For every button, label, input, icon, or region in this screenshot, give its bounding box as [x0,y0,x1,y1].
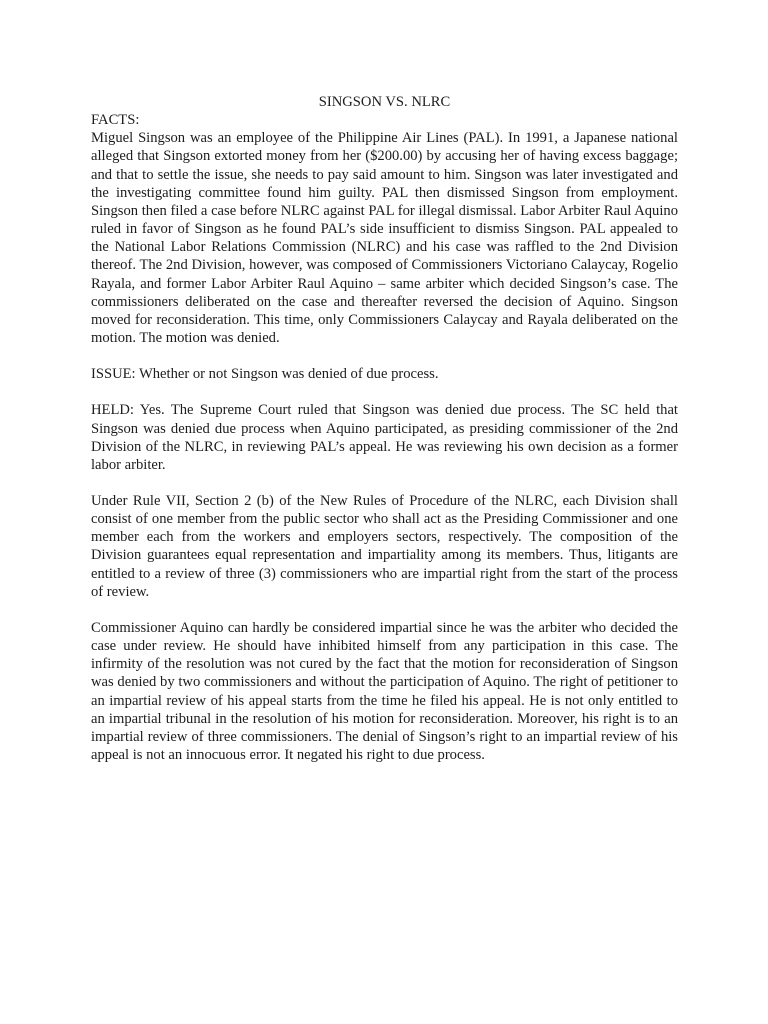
issue-paragraph: ISSUE: Whether or not Singson was denied of due process. [91,366,439,383]
rule-paragraph: Under Rule VII, Section 2 (b) of the New Rules of Procedure of the NLRC, each Division shall consist of one member from the public sector who shall act as the Presiding Commissioner and one member each from the workers and employers sectors, respectively. The composition of the Division guarantees equal representation and impartiality among its members. Thus, litigants are entitled to a review of three (3) commissioners who are impartial right from the start of the process of review. [91,492,678,600]
document-body [91,93,678,764]
facts-paragraph: Miguel Singson was an employee of the Philippine Air Lines (PAL). In 1991, a Japanese national alleged that Singson extorted money from her ($200.00) by accusing her of having excess baggage; and that to settle the issue, she needs to pay said amount to him. Singson was later investigated and the investigating committee found him guilty. PAL then dismissed Singson from employment. Singson then filed a case before NLRC against PAL for illegal dismissal. Labor Arbiter Raul Aquino ruled in favor of Singson as he found PAL’s side insufficient to dismiss Singson. PAL appealed to the National Labor Relations Commission (NLRC) and his case was raffled to the 2nd Division thereof. The 2nd Division, however, was composed of Commissioners Victoriano Calaycay, Rogelio Rayala, and former Labor Arbiter Raul Aquino – same arbiter which decided Singson’s case. The commissioners deliberated on the case and thereafter reversed the decision of Aquino. Singson moved for reconsideration. This time, only Commissioners Calaycay and Rayala deliberated on the motion. The motion was denied. [91,130,678,347]
document-title: SINGSON VS. NLRC [318,94,451,110]
facts-heading: FACTS: [91,112,140,129]
held-paragraph: HELD: Yes. The Supreme Court ruled that Singson was denied due process. The SC held that Singson was denied due process when Aquino participated, as presiding commissioner of the 2nd Division of the NLRC, in reviewing PAL’s appeal. He was reviewing his own decision as a former labor arbiter. [91,402,678,473]
commissioner-paragraph: Commissioner Aquino can hardly be considered impartial since he was the arbiter who decided the case under review. He should have inhibited himself from any participation in this case. The infirmity of the resolution was not cured by the fact that the motion for reconsideration of Singson was denied by two commissioners and without the participation of Aquino. The right of petitioner to an impartial review of his appeal starts from the time he filed his appeal. He is not only entitled to an impartial tribunal in the resolution of his motion for reconsideration. Moreover, his right is to an impartial review of three commissioners. The denial of Singson’s right to an impartial review of his appeal is not an innocuous error. It negated his right to due process. [91,619,678,763]
